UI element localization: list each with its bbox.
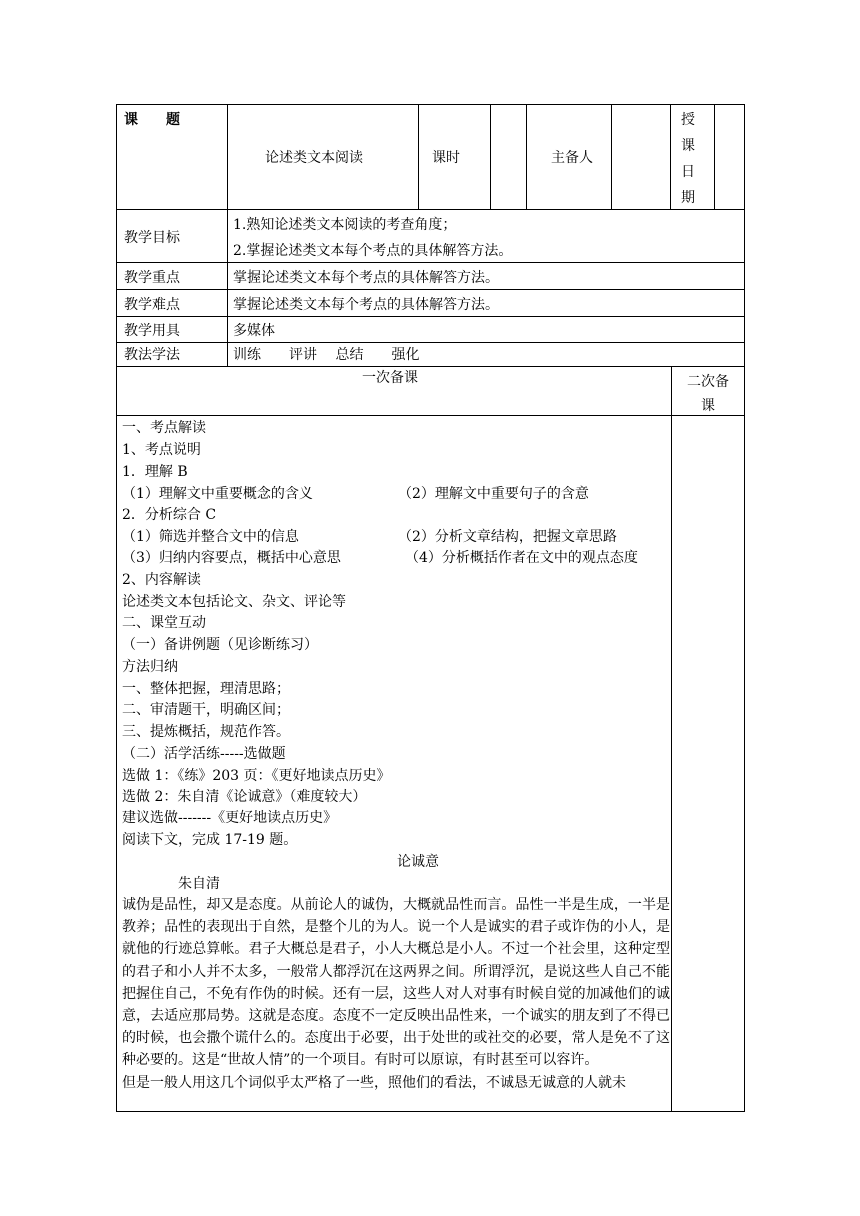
methods-label: 教法学法 [124, 347, 180, 363]
essay-title: 论诚意 [397, 854, 439, 870]
subject-label: 课 题 [124, 112, 180, 128]
content-line: （3）归纳内容要点，概括中心意思 [122, 550, 341, 566]
content-line: 建议选做-------《更好地读点历史》 [122, 810, 338, 826]
key-points-label: 教学重点 [124, 270, 180, 286]
content-line: （2）理解文中重要句子的含意 [398, 486, 589, 502]
table-divider [418, 104, 419, 209]
content-line: 阅读下文，完成 17-19 题。 [122, 832, 298, 848]
tools-value: 多媒体 [233, 323, 275, 339]
table-rule [116, 262, 745, 263]
difficulties-label: 教学难点 [124, 297, 180, 313]
table-rule [116, 316, 745, 317]
table-border-right [744, 104, 745, 1112]
essay-body [122, 894, 670, 1094]
table-divider [227, 104, 228, 366]
objectives-line: 2.掌握论述类文本每个考点的具体解答方法。 [233, 243, 513, 259]
content-line: （4）分析概括作者在文中的观点态度 [405, 550, 638, 566]
table-border-left [116, 104, 117, 1112]
content-line: 二、审清题干，明确区间； [122, 702, 290, 718]
objectives-line: 1.熟知论述类文本阅读的考查角度； [233, 217, 457, 233]
table-rule [116, 366, 745, 367]
table-divider [611, 104, 612, 209]
key-points-value: 掌握论述类文本每个考点的具体解答方法。 [233, 270, 499, 286]
difficulties-value: 掌握论述类文本每个考点的具体解答方法。 [233, 297, 499, 313]
essay-paragraph: 诚伪是品性，却又是态度。从前论人的诚伪，大概就品性而言。品性一半是生成，一半是教养；品性的表现出于自然，是整个儿的为人。说一个人是诚实的君子或诈伪的小人，是就他的行迹总算帐。君子大概总是君子，小人大概总是小人。不过一个社会里，这种定型的君子和小人并不太多，一般常人都浮沉在这两界之间。所谓浮沉，是说这些人自己不能把握住自己，不免有作伪的时候。还有一层，这些人对人对事有时候自觉的加减他们的诚意，去适应那局势。这就是态度。态度不一定反映出品性来，一个诚实的朋友到了不得已的时候，也会撒个谎什么的。态度出于必要，出于处世的或社交的必要，常人是免不了这种必要的。这是“世故人情”的一个项目。有时可以原谅，有时甚至可以容许。 [122, 897, 670, 1069]
date-label-char: 期 [681, 190, 695, 206]
content-heading: 二、课堂互动 [122, 615, 206, 631]
content-line: 三、提炼概括，规范作答。 [122, 724, 290, 740]
date-label-char: 日 [681, 164, 695, 180]
content-line: 2．分析综合 C [122, 507, 217, 523]
content-line: 1、考点说明 [122, 442, 201, 458]
essay-author: 朱自清 [178, 876, 220, 892]
content-line: 方法归纳 [122, 659, 178, 675]
table-border-bottom [116, 1111, 745, 1112]
content-line: （1）理解文中重要概念的含义 [122, 486, 313, 502]
second-prep-heading: 二次备 [687, 374, 729, 390]
content-line: 2、内容解读 [122, 572, 201, 588]
lead-teacher-label: 主备人 [551, 150, 593, 166]
content-line: 选做 2：朱自清《论诚意》（难度较大） [122, 789, 367, 805]
table-divider [671, 366, 672, 1112]
content-heading: 一、考点解读 [122, 420, 206, 436]
date-label-char: 授 [681, 112, 695, 128]
period-label: 课时 [432, 150, 460, 166]
table-divider [670, 104, 671, 209]
content-line: 选做 1：《练》203 页：《更好地读点历史》 [122, 768, 391, 784]
table-rule [116, 209, 745, 210]
table-rule [116, 289, 745, 290]
essay-paragraph: 但是一般人用这几个词似乎太严格了一些，照他们的看法，不诚恳无诚意的人就未 [122, 1074, 626, 1091]
first-prep-heading: 一次备课 [362, 370, 418, 386]
content-line: 一、整体把握，理清思路； [122, 681, 290, 697]
objectives-label: 教学目标 [124, 230, 180, 246]
second-prep-heading: 课 [701, 398, 715, 414]
table-divider [526, 104, 527, 209]
table-rule [116, 415, 745, 416]
subject-value: 论述类文本阅读 [265, 150, 363, 166]
content-line: （1）筛选并整合文中的信息 [122, 529, 299, 545]
content-line: （二）活学活练-----选做题 [122, 746, 286, 762]
date-label-char: 课 [681, 138, 695, 154]
table-divider [490, 104, 491, 209]
content-line: 论述类文本包括论文、杂文、评论等 [122, 594, 346, 610]
content-line: （一）备讲例题（见诊断练习） [122, 637, 318, 653]
table-rule [116, 342, 745, 343]
table-divider [714, 104, 715, 209]
methods-value: 训练 评讲 总结 强化 [233, 347, 420, 363]
table-border-top [116, 104, 745, 105]
tools-label: 教学用具 [124, 323, 180, 339]
content-line: 1．理解 B [122, 464, 188, 480]
content-line: （2）分析文章结构，把握文章思路 [398, 529, 617, 545]
